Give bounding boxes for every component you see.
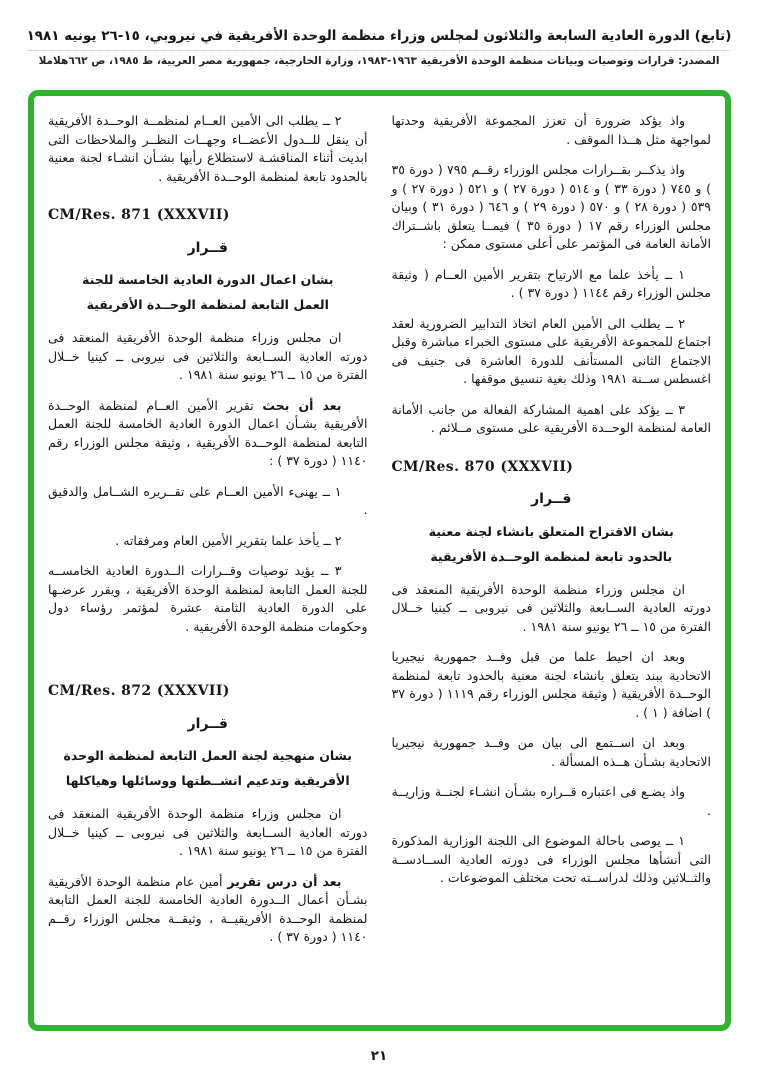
- clause-nigeria-statement: وبعد ان اســتمع الى بيان من وفــد جمهورية نيجيريا الاتحادية بشـأن هــذه المسألة .: [391, 735, 711, 769]
- operative-item-1-take-note: ١ ــ يأخذ علما مع الارتياح بتقرير الأمين العــام ( وثيقة مجلس الوزراء رقم ١١٤٤ ( دورة ٣٧ ) .: [391, 266, 711, 300]
- resolution-title-871-line1: بشان اعمال الدورة العادية الخامسة للجنة: [82, 272, 334, 287]
- operative-item-2-transmit: ٢ ــ يطلب الى الأمين العــام لمنظمــة الوحــدة الأفريقية أن ينقل للــدول الأعضــاء وجهــات النظــر والملاحظات التى ابديت أثناء المناقشـة لاستطلاع رأيها بشـأن انشـاء لجنة معنية بالحدود تابعة لمنظمة الوحــدة الأفريقية .: [48, 113, 368, 184]
- resolution-title-871-line2: العمل التابعة لمنظمة الوحــدة الأفريقية: [86, 297, 329, 312]
- resolution-title-872-line2: الأفريقية وتدعيم انشــطتها ووسائلها وهياكلها: [65, 773, 350, 788]
- decision-heading-871: قــرار: [187, 239, 228, 256]
- operative-item-2-takes-note: ٢ ــ يأخذ علما بتقرير الأمين العام ومرفقاته .: [115, 532, 342, 548]
- resolution-title-870-line1: بشان الاقتراح المتعلق بانشاء لجنة معنية: [428, 523, 674, 539]
- operative-item-3-endorses: ٣ ــ يؤيد توصيات وقــرارات الــدورة العادية الخامســه للجنة العمل التابعة لمنظمة الوحدة الأفريقية ، ويقرر عرضـها على الدورة العادية الثامنة عشرة لمؤتمر رؤساء دول وحكومات منظمة الوحدة الأفريقية .: [48, 563, 368, 634]
- clause-studied-lead: بعد أن درس تقرير: [227, 873, 342, 889]
- operative-item-3-stress: ٣ ــ يؤكد على اهمية المشاركة الفعالة من جانب الأمانة العامة لمنظمة الوحــدة الأفريقية على مستوى مــلائم .: [391, 401, 711, 435]
- resolution-id-871: CM/Res. 871 (XXXVII): [48, 207, 230, 223]
- clause-studied-report: [48, 873, 368, 947]
- session-title: (تابع) الدورة العادية السابعة والثلاثون لمجلس وزراء منظمة الوحدة الأفريقية في نيروبي، ١٥-٢٦ يونيه ١٩٨١: [26, 28, 732, 44]
- column-left: [48, 112, 368, 1009]
- operative-item-2-request-sg: ٢ ــ يطلب الى الأمين العام اتخاذ التدابير الضرورية لعقد اجتماع للمجموعة الأفريقية على مستوى الخبراء مباشرة وقبل الاجتماع الثانى المستأنف للدورة العاشرة فى جنيف فى اغسطس ســنة ١٩٨١ وذلك بغية تنسيق موقفها .: [391, 315, 711, 386]
- clause-examined-report: [48, 397, 368, 471]
- clause-session-870: ان مجلس وزراء منظمة الوحدة الأفريقية المنعقد فى دورته العادية الســابعة والثلاثين فى نيروبى ــ كينيا خــلال الفترة من ١٥ ــ ٢٦ يونيو سنة ١٩٨١ .: [391, 581, 711, 634]
- decision-heading-872: قــرار: [187, 715, 228, 732]
- clause-considering: واذ يضـع فى اعتباره قــراره بشـأن انشـاء لجنــة وزاريــة .: [391, 784, 711, 818]
- resolution-id-872: CM/Res. 872 (XXXVII): [48, 683, 230, 699]
- clause-session-872: ان مجلس وزراء منظمة الوحدة الأفريقية المنعقد فى دورته العادية الســابعة والثلاثين فى نيروبى ــ كينيا خــلال الفترة من ١٥ ــ ٢٦ يونيو سنة ١٩٨١ .: [48, 806, 368, 858]
- two-column-layout: [48, 112, 711, 1009]
- resolution-title-872-line1: بشان منهجية لجنة العمل التابعة لمنظمة الوحدة: [63, 748, 352, 763]
- operative-item-1-congratulates: ١ ــ يهنىء الأمين العــام على تقــريره الشــامل والدقيق .: [48, 483, 368, 517]
- clause-session-871: ان مجلس وزراء منظمة الوحدة الأفريقية المنعقد فى دورته العادية الســابعة والثلاثين فى نيروبى ــ كينيا خــلال الفترة من ١٥ ــ ٢٦ يونيو سنة ١٩٨١ .: [48, 330, 368, 382]
- clause-examined-lead: بعد أن بحث: [262, 397, 342, 413]
- clause-recall-resolutions: واذ يذكــر بقــرارات مجلس الوزراء رقــم ٧٩٥ ( دورة ٣٥ ) و ٧٤٥ ( دورة ٣٣ ) و ٥١٤ ( دورة ٢٧ ) و ٥٢١ ( دورة ٢٧ ) و ٥٣٩ ( دورة ٢٨ ) و ٥٧٠ ( دورة ٢٩ ) و ٦٤٦ ( دورة ٣١ ) وبيان مجلس الوزراء رقم ١٧ ( دورة ٣٥ ) فيمــا يتعلق باشــتراك الأمانة العامة فى المؤتمر على أعلى مستوى ممكن :: [391, 162, 711, 251]
- clause-examined-rest: تقرير الأمين العــام لمنظمة الوحــدة الأفريقية بشـأن اعمال الدورة العادية الخامسة للجنة العمل التابعة لمنظمة الوحــدة الأفريقية ، وثيقة مجلس الوزراء رقم ١١٤٠ ( دورة ٣٧ ) :: [48, 397, 368, 468]
- content-frame: [28, 90, 731, 1031]
- clause-affirm-unity: واذ يؤكد ضرورة أن تعزز المجموعة الأفريقية وحدتها لمواجهة مثل هــذا الموقف .: [391, 113, 711, 147]
- resolution-id-870: CM/Res. 870 (XXXVII): [391, 458, 574, 475]
- source-citation: المصدر: قرارات وتوصيات وبيانات منظمة الوحدة الأفريقية ١٩٦٣-١٩٨٣، وزارة الخارجية، جمهورية مصر العربية، ط ١٩٨٥، ص ٦٦٢هلاملا: [28, 50, 730, 67]
- resolution-title-870-line2: بالحدود تابعة لمنظمة الوحــدة الأفريقية: [430, 548, 673, 564]
- operative-item-recommend-referral: ١ ــ يوصى باحالة الموضوع الى اللجنة الوزارية المذكورة التى أنشأها مجلس الوزراء فى دورته العادية الســادســة والثــلاثين وذلك لدراســته تحت مختلف الموضوعات .: [391, 833, 711, 885]
- decision-heading-870: قــرار: [531, 491, 572, 507]
- column-right: [392, 112, 712, 1009]
- page-number: ٢١: [370, 1048, 388, 1064]
- page-header: [0, 0, 758, 67]
- clause-studied-rest: أمين عام منظمة الوحدة الأفريقية بشـأن أعمال الــدورة العادية الخامسة للجنة العمل التابعة لمنظمة الوحــدة الأفريقيــة ، وثيقــة مجلس الوزراء رقــم ١١٤٠ ( دورة ٣٧ ) .: [48, 873, 368, 944]
- clause-nigeria-item: وبعد ان احيط علما من قبل وفــد جمهورية نيجيريا الاتحادية ببند يتعلق بانشاء لجنة معنية بالحدود تابعة لمنظمة الوحــدة الأفريقية ( وثيقة مجلس الوزراء رقم ١١١٩ ( دورة ٣٧ ) اضافة ( ١ ) .: [391, 649, 711, 720]
